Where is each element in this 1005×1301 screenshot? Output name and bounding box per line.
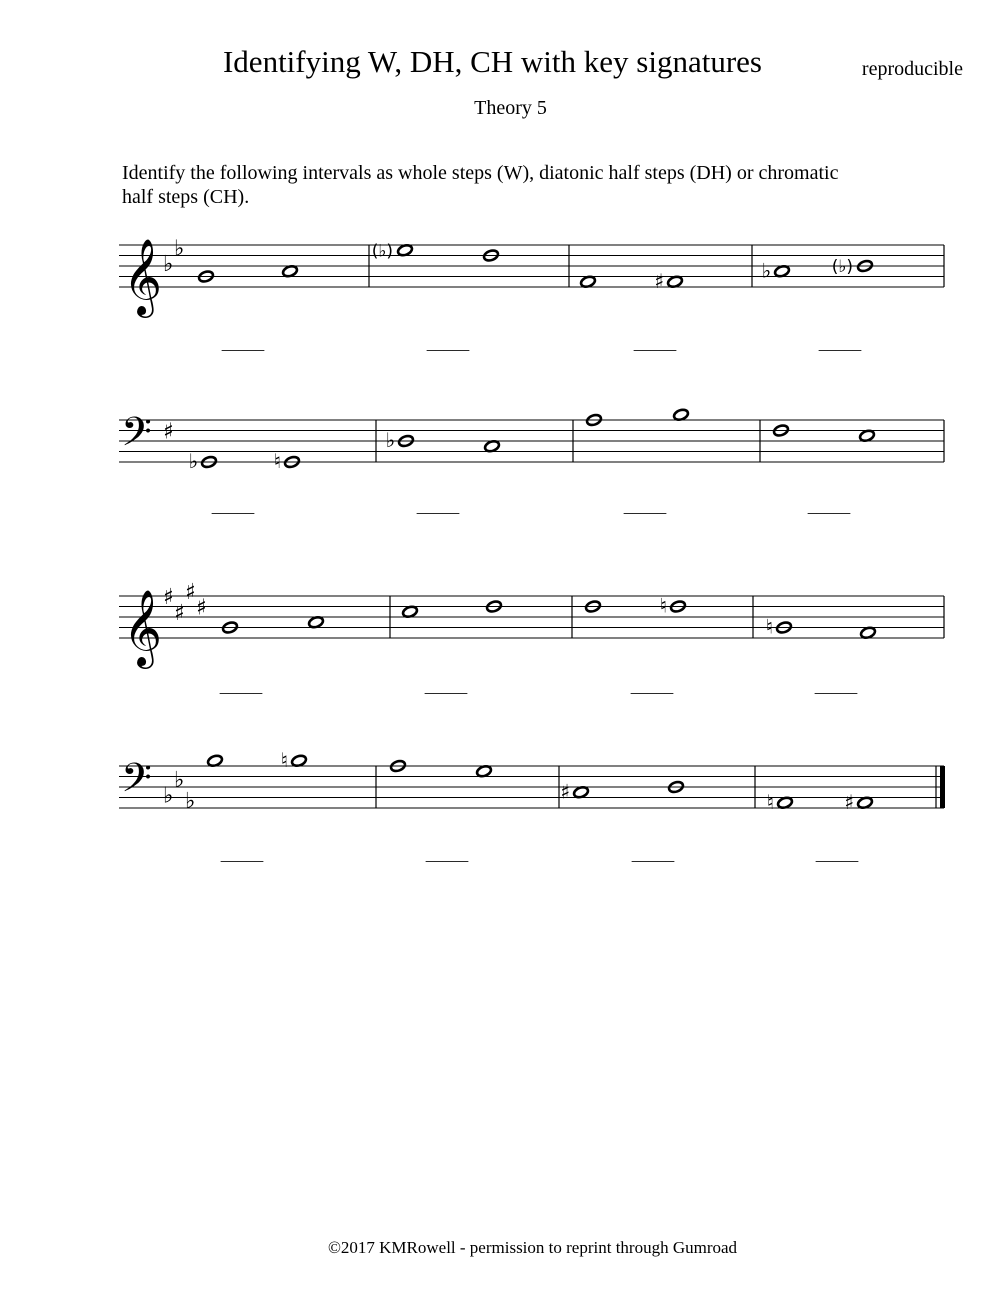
whole-note [859, 429, 876, 443]
key-flat-icon: ♭ [174, 767, 185, 793]
answer-blank[interactable]: _____ [807, 497, 851, 516]
treble-clef-icon: 𝄞 [123, 238, 163, 315]
sharp-icon: ♯ [844, 789, 854, 814]
bass-clef-icon: 𝄢 [121, 409, 152, 465]
whole-note [476, 764, 493, 778]
key-flat-icon: ♭ [163, 252, 174, 277]
answer-blank[interactable]: _____ [818, 334, 862, 353]
natural-icon: ♮ [766, 789, 774, 814]
whole-note [291, 754, 308, 768]
whole-note [402, 605, 419, 619]
treble-clef-icon: 𝄞 [123, 589, 163, 666]
natural-icon: ♮ [765, 614, 773, 639]
sharp-icon: ♯ [654, 268, 664, 293]
bass-clef-icon: 𝄢 [121, 755, 152, 811]
sharp-icon: ♯ [560, 779, 570, 804]
key-sharp-icon: ♯ [163, 585, 174, 610]
answer-blank[interactable]: _____ [424, 677, 468, 696]
answer-blank[interactable]: _____ [220, 845, 264, 864]
answer-blank[interactable]: _____ [633, 334, 677, 353]
whole-note [580, 275, 597, 289]
whole-note [673, 408, 690, 422]
whole-note [282, 264, 299, 278]
cautionary-flat-icon: (♭) [371, 241, 393, 262]
whole-note [308, 615, 325, 629]
answer-blank[interactable]: _____ [630, 677, 674, 696]
flat-icon: ♭ [385, 428, 395, 452]
key-flat-icon: ♭ [185, 788, 196, 814]
whole-note [667, 275, 684, 289]
flat-icon: ♭ [761, 258, 771, 283]
key-sharp-icon: ♯ [196, 595, 207, 621]
answer-blank[interactable]: _____ [221, 334, 265, 353]
whole-note [860, 626, 877, 640]
answer-blank[interactable]: _____ [219, 677, 263, 696]
whole-note [857, 796, 874, 810]
answer-blank[interactable]: _____ [815, 845, 859, 864]
whole-note [397, 243, 414, 257]
answer-blank[interactable]: _____ [211, 497, 255, 516]
flat-icon: ♭ [188, 449, 198, 473]
natural-icon: ♮ [280, 747, 288, 772]
natural-icon: ♮ [659, 593, 667, 618]
copyright-footer: ©2017 KMRowell - permission to reprint through Gumroad [327, 1238, 738, 1257]
key-sharp-icon: ♯ [174, 600, 185, 626]
whole-note [573, 785, 590, 799]
page-subtitle: Theory 5 [474, 97, 547, 119]
instructions: Identify the following intervals as whole steps (W), diatonic half steps (DH) or chromatic half steps (CH). [122, 162, 839, 208]
reproducible-label: reproducible [861, 58, 963, 80]
answer-blank[interactable]: _____ [623, 497, 667, 516]
key-flat-icon: ♭ [174, 236, 185, 262]
answer-blank[interactable]: _____ [416, 497, 460, 516]
key-sharp-icon: ♯ [163, 419, 174, 445]
title-text: Identifying W, DH, CH with key signatures [222, 44, 762, 79]
key-sharp-icon: ♯ [185, 579, 196, 605]
whole-note [774, 264, 791, 278]
answer-blank[interactable]: _____ [631, 845, 675, 864]
whole-note [207, 754, 224, 768]
whole-note [777, 796, 794, 810]
key-flat-icon: ♭ [163, 783, 174, 809]
whole-note [484, 439, 501, 453]
cautionary-flat-icon: (♭) [831, 257, 853, 277]
final-barline [940, 766, 945, 808]
natural-icon: ♮ [273, 449, 281, 473]
answer-blank[interactable]: _____ [814, 677, 858, 696]
answer-blank[interactable]: _____ [425, 845, 469, 864]
answer-blank[interactable]: _____ [426, 334, 470, 353]
